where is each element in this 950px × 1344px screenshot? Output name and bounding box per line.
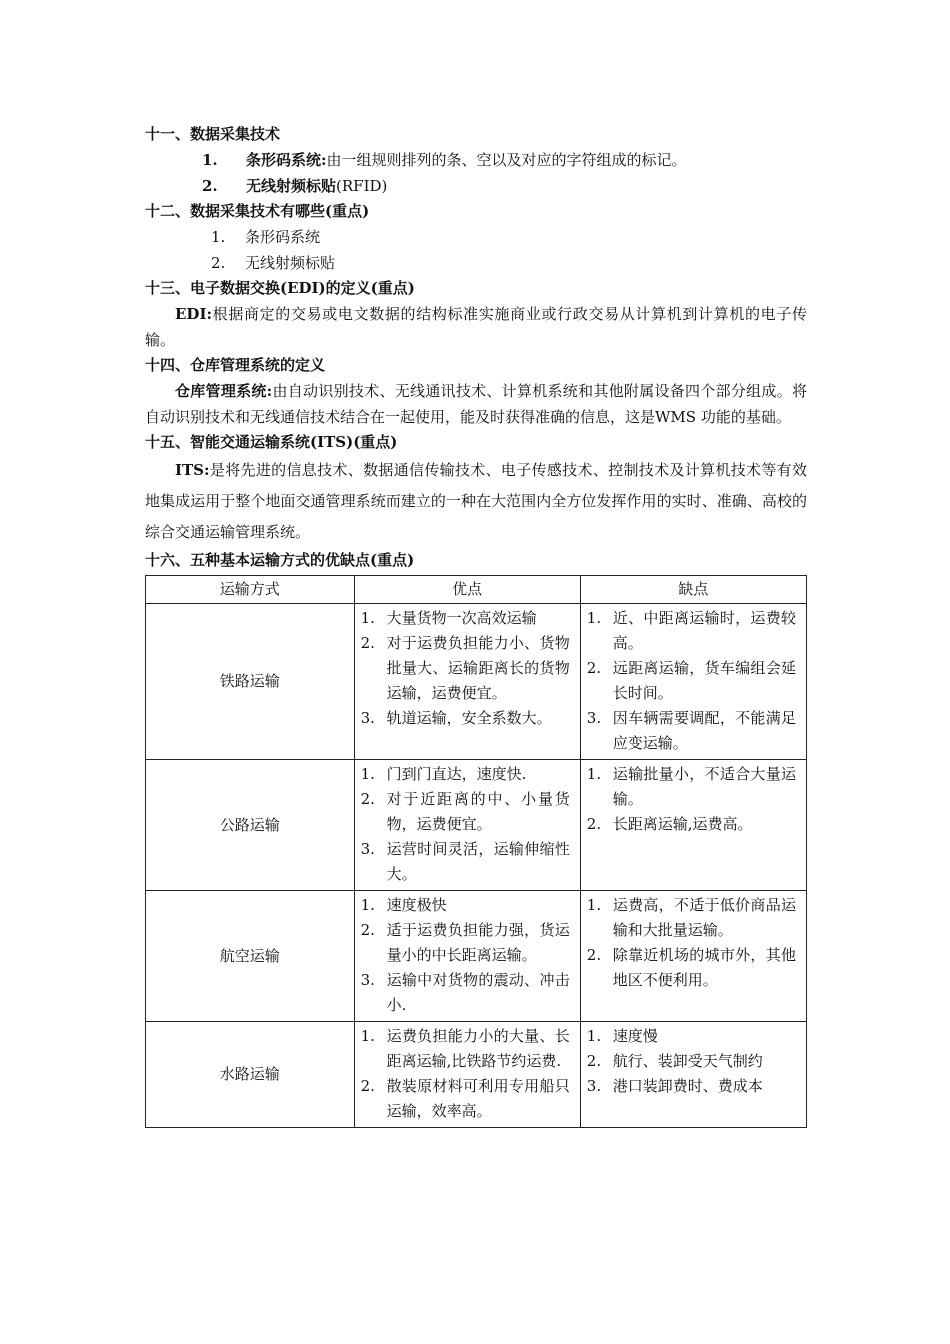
- section-12-item: [145, 224, 807, 250]
- pros-list-item: [361, 606, 570, 631]
- section-11-item: [145, 147, 807, 173]
- list-item-text: 速度慢: [612, 1027, 658, 1045]
- section-13-title: 十三、电子数据交换(EDI)的定义(重点): [145, 279, 415, 297]
- item-text: 条形码系统: [245, 228, 321, 246]
- cons-cell: [580, 1022, 806, 1128]
- cons-list-item: [587, 706, 796, 756]
- cons-list-item: [587, 606, 796, 656]
- item-text: 无线射频标贴: [245, 254, 336, 272]
- transport-comparison-table: [145, 575, 807, 1128]
- list-item-text: 门到门直达，速度快.: [386, 765, 527, 783]
- definition-term: EDI:: [175, 305, 212, 323]
- list-item-text: 速度极快: [386, 896, 447, 914]
- list-item-number: 2.: [586, 659, 602, 677]
- list-item-text: 长距离运输,运费高。: [612, 815, 753, 833]
- list-item-number: 3.: [586, 1077, 602, 1095]
- section-14-title: 十四、仓库管理系统的定义: [145, 356, 326, 374]
- pros-list: [361, 762, 570, 887]
- list-item-number: 1.: [586, 765, 602, 783]
- section-15-paragraph: [145, 455, 807, 548]
- list-item-text: 运费负担能力小的大量、长距离运输,比铁路节约运费.: [386, 1027, 570, 1070]
- list-item-text: 远距离运输，货车编组会延长时间。: [612, 659, 796, 702]
- document-page: [145, 122, 807, 1128]
- section-12-item: [145, 250, 807, 276]
- list-item-text: 对于近距离的中、小量货物，运费便宜。: [386, 790, 570, 833]
- pros-list-item: [361, 1074, 570, 1124]
- cons-list-item: [587, 1024, 796, 1049]
- list-item-number: 1.: [586, 1027, 602, 1045]
- definition-term: 仓库管理系统:: [175, 382, 273, 400]
- pros-list: [361, 1024, 570, 1124]
- cons-list-item: [587, 1074, 796, 1099]
- cons-list-item: [587, 943, 796, 993]
- pros-list-item: [361, 706, 570, 731]
- definition-text: 是将先进的信息技术、数据通信传输技术、电子传感技术、控制技术及计算机技术等有效地集成运用于整个地面交通管理系统而建立的一种在大范围内全方位发挥作用的实时、准确、高校的综合交通运输管理系统。: [145, 461, 807, 541]
- list-item-number: 1.: [360, 1027, 375, 1045]
- cons-cell: [580, 760, 806, 891]
- cons-cell: [580, 604, 806, 760]
- pros-list-item: [361, 837, 570, 887]
- section-12-title: 十二、数据采集技术有哪些(重点): [145, 202, 370, 220]
- section-11-title: 十一、数据采集技术: [145, 125, 281, 143]
- list-item-number: 3.: [360, 840, 375, 858]
- cons-list: [587, 1024, 796, 1099]
- table-row: [146, 604, 807, 760]
- item-text: 由一组规则排列的条、空以及对应的字符组成的标记。: [326, 151, 687, 169]
- list-item-number: 3.: [586, 709, 602, 727]
- list-item-number: 1.: [586, 896, 602, 914]
- transport-mode-cell: 铁路运输: [146, 604, 355, 760]
- cons-list-item: [587, 656, 796, 706]
- cons-list-item: [587, 1049, 796, 1074]
- section-11-item: [145, 173, 807, 199]
- cons-list: [587, 762, 796, 837]
- list-item-number: 1.: [360, 765, 375, 783]
- pros-list: [361, 893, 570, 1018]
- cons-list: [587, 893, 796, 993]
- list-item-number: 2.: [360, 634, 375, 652]
- pros-list-item: [361, 918, 570, 968]
- list-item-number: 3.: [360, 709, 375, 727]
- list-item-number: 2.: [586, 1052, 602, 1070]
- list-item-number: 2.: [586, 946, 602, 964]
- list-item-text: 港口装卸费时、费成本: [612, 1077, 763, 1095]
- list-item-text: 轨道运输，安全系数大。: [386, 709, 552, 727]
- list-item-text: 运输批量小，不适合大量运输。: [612, 765, 796, 808]
- pros-list-item: [361, 893, 570, 918]
- pros-cell: [354, 604, 580, 760]
- item-number: 2.: [202, 177, 218, 195]
- list-item-text: 除靠近机场的城市外，其他地区不便利用。: [612, 946, 796, 989]
- item-number: 1.: [211, 228, 226, 246]
- definition-term: ITS:: [175, 461, 210, 479]
- list-item-text: 运营时间灵活，运输伸缩性大。: [386, 840, 570, 883]
- cons-list-item: [587, 762, 796, 812]
- list-item-number: 1.: [586, 609, 602, 627]
- list-item-text: 因车辆需要调配，不能满足应变运输。: [612, 709, 796, 752]
- transport-mode-cell: 航空运输: [146, 891, 355, 1022]
- list-item-number: 1.: [360, 896, 375, 914]
- definition-text: 由自动识别技术、无线通讯技术、计算机系统和其他附属设备四个部分组成。将自动识别技术和无线通信技术结合在一起使用，能及时获得准确的信息，这是WMS 功能的基础。: [145, 382, 807, 426]
- table-row: [146, 760, 807, 891]
- pros-cell: [354, 1022, 580, 1128]
- pros-list-item: [361, 762, 570, 787]
- table-row: [146, 1022, 807, 1128]
- list-item-text: 运费高，不适于低价商品运输和大批量运输。: [612, 896, 796, 939]
- pros-cell: [354, 760, 580, 891]
- transport-mode-cell: 水路运输: [146, 1022, 355, 1128]
- pros-list-item: [361, 631, 570, 706]
- definition-text: 根据商定的交易或电文数据的结构标准实施商业或行政交易从计算机到计算机的电子传输。: [145, 305, 807, 349]
- list-item-text: 散装原材料可利用专用船只运输，效率高。: [386, 1077, 570, 1120]
- list-item-number: 2.: [360, 790, 375, 808]
- transport-mode-cell: 公路运输: [146, 760, 355, 891]
- item-term: 无线射频标贴: [246, 177, 337, 195]
- section-13-paragraph: [145, 301, 807, 353]
- list-item-text: 大量货物一次高效运输: [386, 609, 537, 627]
- list-item-number: 1.: [360, 609, 375, 627]
- list-item-text: 对于运费负担能力小、货物批量大、运输距离长的货物运输，运费便宜。: [386, 634, 570, 702]
- pros-list: [361, 606, 570, 731]
- list-item-number: 2.: [586, 815, 602, 833]
- section-15-title: 十五、智能交通运输系统(ITS)(重点): [145, 433, 398, 451]
- pros-list-item: [361, 1024, 570, 1074]
- item-number: 1.: [202, 151, 218, 169]
- item-term: 条形码系统:: [246, 151, 327, 169]
- section-14-paragraph: [145, 378, 807, 430]
- item-text: (RFID): [336, 177, 388, 195]
- list-item-number: 2.: [360, 921, 375, 939]
- list-item-text: 近、中距离运输时，运费较高。: [612, 609, 796, 652]
- header-pros: 优点: [354, 576, 580, 604]
- pros-list-item: [361, 968, 570, 1018]
- list-item-number: 3.: [360, 971, 375, 989]
- table-header-row: [146, 576, 807, 604]
- header-cons: 缺点: [580, 576, 806, 604]
- cons-cell: [580, 891, 806, 1022]
- header-mode: 运输方式: [146, 576, 355, 604]
- list-item-text: 航行、装卸受天气制约: [612, 1052, 763, 1070]
- list-item-text: 运输中对货物的震动、冲击小.: [386, 971, 570, 1014]
- cons-list: [587, 606, 796, 756]
- list-item-number: 2.: [360, 1077, 375, 1095]
- section-16-title: 十六、五种基本运输方式的优缺点(重点): [145, 551, 415, 569]
- cons-list-item: [587, 812, 796, 837]
- table-row: [146, 891, 807, 1022]
- cons-list-item: [587, 893, 796, 943]
- pros-list-item: [361, 787, 570, 837]
- item-number: 2.: [211, 254, 226, 272]
- pros-cell: [354, 891, 580, 1022]
- list-item-text: 适于运费负担能力强，货运量小的中长距离运输。: [386, 921, 570, 964]
